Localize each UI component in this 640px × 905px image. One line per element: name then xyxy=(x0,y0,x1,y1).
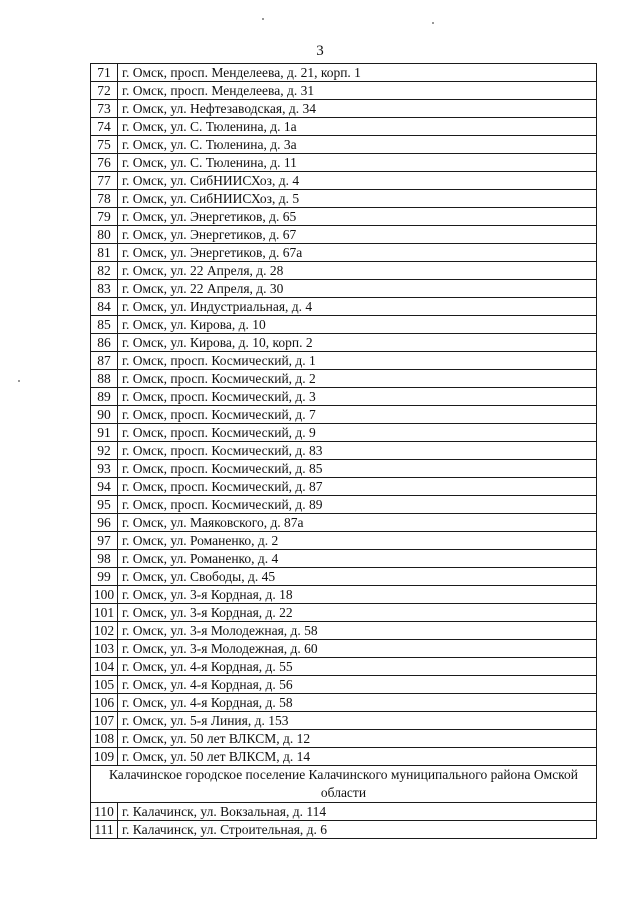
table-row xyxy=(91,370,597,388)
table-row xyxy=(91,208,597,226)
row-address: г. Омск, ул. Энергетиков, д. 67а xyxy=(118,244,597,262)
row-address: г. Омск, ул. 3-я Кордная, д. 18 xyxy=(118,586,597,604)
table-row xyxy=(91,424,597,442)
row-number: 86 xyxy=(91,334,118,352)
table-row xyxy=(91,730,597,748)
table-row xyxy=(91,604,597,622)
table-row xyxy=(91,658,597,676)
table-row xyxy=(91,244,597,262)
row-number: 97 xyxy=(91,532,118,550)
table-row xyxy=(91,280,597,298)
row-number: 76 xyxy=(91,154,118,172)
table-row xyxy=(91,64,597,82)
row-number: 106 xyxy=(91,694,118,712)
row-address: г. Омск, ул. 3-я Молодежная, д. 60 xyxy=(118,640,597,658)
row-address: г. Калачинск, ул. Строительная, д. 6 xyxy=(118,821,597,839)
row-number: 71 xyxy=(91,64,118,82)
row-address: г. Омск, ул. Кирова, д. 10 xyxy=(118,316,597,334)
row-number: 91 xyxy=(91,424,118,442)
row-number: 74 xyxy=(91,118,118,136)
table-row xyxy=(91,82,597,100)
row-address: г. Омск, ул. 4-я Кордная, д. 56 xyxy=(118,676,597,694)
table-row xyxy=(91,406,597,424)
row-address: г. Омск, ул. Романенко, д. 2 xyxy=(118,532,597,550)
address-table xyxy=(90,63,597,839)
row-number: 92 xyxy=(91,442,118,460)
table-row xyxy=(91,100,597,118)
row-number: 72 xyxy=(91,82,118,100)
row-number: 78 xyxy=(91,190,118,208)
row-number: 95 xyxy=(91,496,118,514)
table-row xyxy=(91,352,597,370)
row-number: 83 xyxy=(91,280,118,298)
row-number: 75 xyxy=(91,136,118,154)
row-number: 103 xyxy=(91,640,118,658)
row-address: г. Омск, ул. 5-я Линия, д. 153 xyxy=(118,712,597,730)
table-row xyxy=(91,676,597,694)
table-row xyxy=(91,460,597,478)
row-address: г. Омск, ул. С. Тюленина, д. 3а xyxy=(118,136,597,154)
table-row xyxy=(91,622,597,640)
row-number: 109 xyxy=(91,748,118,766)
row-number: 96 xyxy=(91,514,118,532)
row-number: 84 xyxy=(91,298,118,316)
row-number: 87 xyxy=(91,352,118,370)
row-number: 82 xyxy=(91,262,118,280)
row-address: г. Омск, ул. 4-я Кордная, д. 58 xyxy=(118,694,597,712)
row-address: г. Омск, ул. 3-я Молодежная, д. 58 xyxy=(118,622,597,640)
row-address: г. Омск, ул. 50 лет ВЛКСМ, д. 14 xyxy=(118,748,597,766)
row-address: г. Омск, ул. С. Тюленина, д. 11 xyxy=(118,154,597,172)
table-row xyxy=(91,748,597,766)
row-number: 100 xyxy=(91,586,118,604)
section-heading: Калачинское городское поселение Калачинского муниципального района Омской области xyxy=(91,766,597,803)
row-address: г. Омск, ул. Энергетиков, д. 65 xyxy=(118,208,597,226)
row-number: 99 xyxy=(91,568,118,586)
row-number: 80 xyxy=(91,226,118,244)
table-row xyxy=(91,334,597,352)
table-row xyxy=(91,712,597,730)
row-number: 98 xyxy=(91,550,118,568)
row-number: 104 xyxy=(91,658,118,676)
table-row xyxy=(91,532,597,550)
table-row xyxy=(91,803,597,821)
row-address: г. Омск, просп. Космический, д. 9 xyxy=(118,424,597,442)
table-row xyxy=(91,316,597,334)
row-number: 88 xyxy=(91,370,118,388)
table-row xyxy=(91,172,597,190)
row-number: 89 xyxy=(91,388,118,406)
table-row xyxy=(91,154,597,172)
table-row xyxy=(91,478,597,496)
row-address: г. Омск, ул. С. Тюленина, д. 1а xyxy=(118,118,597,136)
row-address: г. Омск, просп. Менделеева, д. 31 xyxy=(118,82,597,100)
row-address: г. Омск, ул. 50 лет ВЛКСМ, д. 12 xyxy=(118,730,597,748)
page-number: 3 xyxy=(316,43,324,59)
row-address: г. Омск, ул. СибНИИСХоз, д. 4 xyxy=(118,172,597,190)
table-row xyxy=(91,262,597,280)
table-row xyxy=(91,442,597,460)
table-row xyxy=(91,136,597,154)
row-address: г. Омск, просп. Космический, д. 2 xyxy=(118,370,597,388)
row-number: 108 xyxy=(91,730,118,748)
row-number: 90 xyxy=(91,406,118,424)
row-address: г. Омск, ул. Индустриальная, д. 4 xyxy=(118,298,597,316)
table-row xyxy=(91,821,597,839)
row-address: г. Омск, ул. Энергетиков, д. 67 xyxy=(118,226,597,244)
row-address: г. Омск, ул. СибНИИСХоз, д. 5 xyxy=(118,190,597,208)
row-number: 93 xyxy=(91,460,118,478)
row-address: г. Омск, просп. Космический, д. 3 xyxy=(118,388,597,406)
table-row xyxy=(91,388,597,406)
table-row xyxy=(91,694,597,712)
row-number: 105 xyxy=(91,676,118,694)
scan-speck xyxy=(262,18,264,20)
scan-speck xyxy=(432,22,434,24)
row-number: 85 xyxy=(91,316,118,334)
table-row xyxy=(91,550,597,568)
row-address: г. Омск, просп. Космический, д. 1 xyxy=(118,352,597,370)
row-number: 94 xyxy=(91,478,118,496)
row-address: г. Калачинск, ул. Вокзальная, д. 114 xyxy=(118,803,597,821)
row-address: г. Омск, ул. Маяковского, д. 87а xyxy=(118,514,597,532)
row-address: г. Омск, ул. Нефтезаводская, д. 34 xyxy=(118,100,597,118)
table-row xyxy=(91,640,597,658)
row-address: г. Омск, просп. Космический, д. 83 xyxy=(118,442,597,460)
scan-speck xyxy=(18,380,20,382)
row-number: 107 xyxy=(91,712,118,730)
section-row xyxy=(91,766,597,803)
row-number: 102 xyxy=(91,622,118,640)
row-number: 73 xyxy=(91,100,118,118)
row-address: г. Омск, ул. Романенко, д. 4 xyxy=(118,550,597,568)
row-number: 110 xyxy=(91,803,118,821)
row-number: 79 xyxy=(91,208,118,226)
row-address: г. Омск, просп. Менделеева, д. 21, корп. 1 xyxy=(118,64,597,82)
table-row xyxy=(91,496,597,514)
row-address: г. Омск, просп. Космический, д. 7 xyxy=(118,406,597,424)
row-address: г. Омск, просп. Космический, д. 87 xyxy=(118,478,597,496)
row-address: г. Омск, ул. 3-я Кордная, д. 22 xyxy=(118,604,597,622)
row-address: г. Омск, ул. 22 Апреля, д. 30 xyxy=(118,280,597,298)
table-row xyxy=(91,298,597,316)
row-number: 101 xyxy=(91,604,118,622)
table-row xyxy=(91,190,597,208)
row-address: г. Омск, ул. Свободы, д. 45 xyxy=(118,568,597,586)
row-address: г. Омск, ул. 4-я Кордная, д. 55 xyxy=(118,658,597,676)
table-row xyxy=(91,568,597,586)
table-row xyxy=(91,514,597,532)
row-address: г. Омск, ул. 22 Апреля, д. 28 xyxy=(118,262,597,280)
row-address: г. Омск, ул. Кирова, д. 10, корп. 2 xyxy=(118,334,597,352)
address-table-body xyxy=(91,64,597,839)
row-number: 77 xyxy=(91,172,118,190)
table-row xyxy=(91,586,597,604)
row-number: 111 xyxy=(91,821,118,839)
row-number: 81 xyxy=(91,244,118,262)
row-address: г. Омск, просп. Космический, д. 89 xyxy=(118,496,597,514)
table-row xyxy=(91,226,597,244)
table-row xyxy=(91,118,597,136)
row-address: г. Омск, просп. Космический, д. 85 xyxy=(118,460,597,478)
